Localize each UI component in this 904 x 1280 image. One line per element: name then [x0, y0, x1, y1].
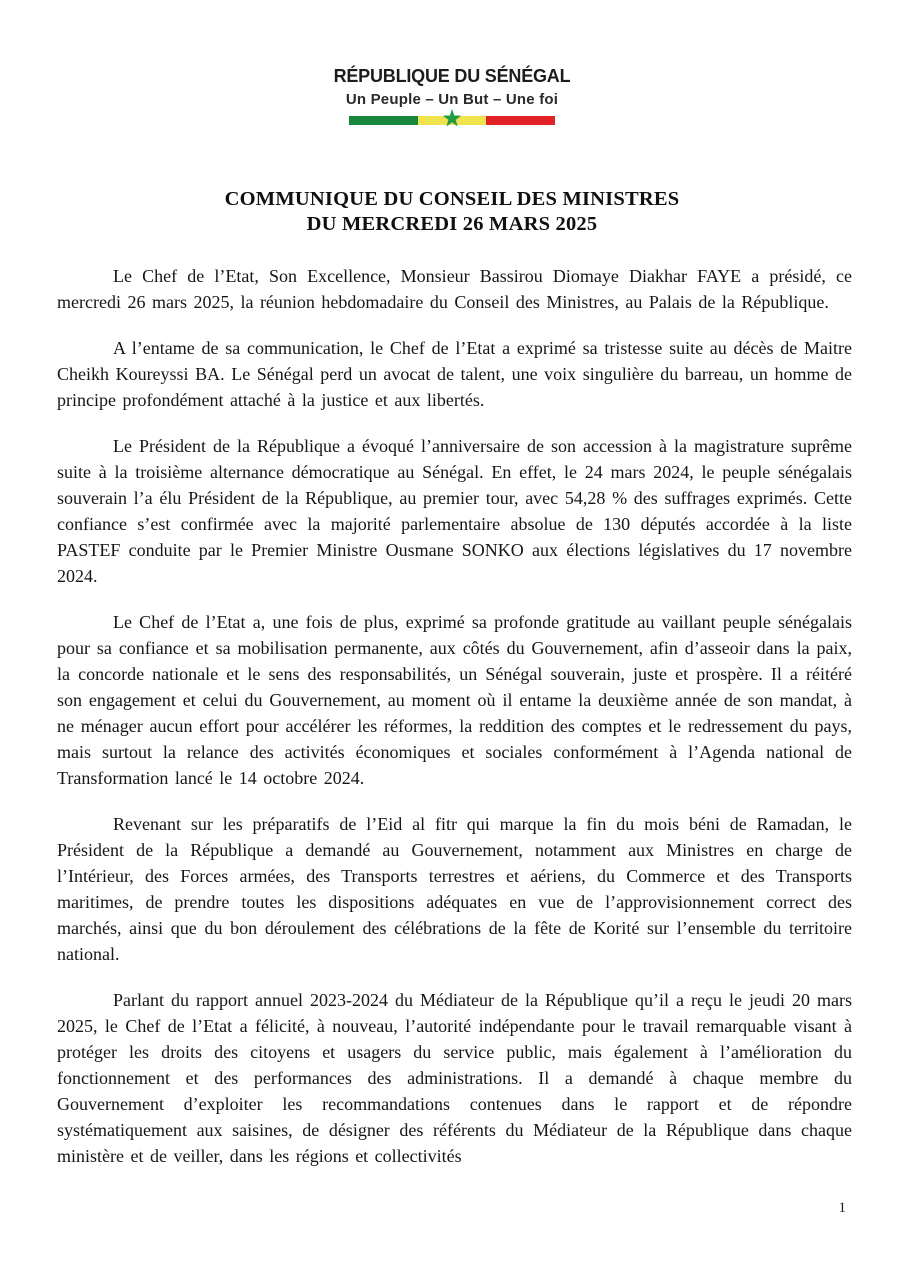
body-paragraph: Revenant sur les préparatifs de l’Eid al fitr qui marque la fin du mois béni de Ramadan, le Président de la République a demandé au Gouvernement, notamment aux Ministres en charge de l’Intérieur, des Forces armées, des Transports terrestres et aériens, du Commerce et des Transports maritimes, de prendre toutes les dispositions adéquates en vue de l’approvisionnement correct des marchés, ainsi que du bon déroulement des célébrations de la fête de Korité sur l’ensemble du territoire national.	[57, 814, 852, 964]
senegal-letterhead	[0, 0, 904, 132]
green-star-icon: ★	[441, 105, 463, 132]
title-line-1: COMMUNIQUE DU CONSEIL DES MINISTRES	[224, 188, 680, 210]
flag-red-band	[486, 116, 555, 125]
body-paragraph: Le Président de la République a évoqué l’anniversaire de son accession à la magistrature suprême suite à la troisième alternance démocratique au Sénégal. En effet, le 24 mars 2024, le peuple sénégalais souverain l’a élu Président de la République, au premier tour, avec 54,28 % des suffrages exprimés. Cette confiance s’est confirmée avec la majorité parlementaire absolue de 130 députés accordée à la liste PASTEF conduite par le Premier Ministre Ousmane SONKO aux élections législatives du 17 novembre 2024.	[57, 436, 852, 586]
body-paragraph: Le Chef de l’Etat, Son Excellence, Monsieur Bassirou Diomaye Diakhar FAYE a présidé, ce mercredi 26 mars 2025, la réunion hebdomadaire du Conseil des Ministres, au Palais de la République.	[57, 266, 852, 312]
senegal-flag-bar	[349, 105, 555, 132]
page-number: 1	[838, 1200, 846, 1216]
national-motto: Un Peuple – Un But – Une foi	[345, 91, 559, 108]
country-name: RÉPUBLIQUE DU SÉNÉGAL	[333, 66, 571, 86]
flag-green-band	[349, 116, 418, 125]
title-line-2: DU MERCREDI 26 MARS 2025	[306, 213, 598, 235]
body-paragraph: Le Chef de l’Etat a, une fois de plus, exprimé sa profonde gratitude au vaillant peuple sénégalais pour sa confiance et sa mobilisation permanente, aux côtés du Gouvernement, afin d’asseoir dans la paix, la concorde nationale et le sens des responsabilités, un Sénégal souverain, juste et prospère. Il a réitéré son engagement et celui du Gouvernement, au moment où il entame la deuxième année de son mandat, à ne ménager aucun effort pour accélérer les réformes, la reddition des comptes et le redressement du pays, mais surtout la relance des activités économiques et sociales conformément à l’Agenda national de Transformation lancé le 14 octobre 2024.	[57, 612, 852, 788]
document-body	[57, 263, 852, 1169]
body-paragraph: A l’entame de sa communication, le Chef de l’Etat a exprimé sa tristesse suite au décès de Maitre Cheikh Koureyssi BA. Le Sénégal perd un avocat de talent, une voix singulière du barreau, un homme de principe profondément attaché à la justice et aux libertés.	[57, 338, 852, 410]
document-title	[0, 187, 904, 237]
body-paragraph: Parlant du rapport annuel 2023-2024 du Médiateur de la République qu’il a reçu le jeudi 20 mars 2025, le Chef de l’Etat a félicité, à nouveau, l’autorité indépendante pour le travail remarquable visant à protéger les droits des citoyens et usagers du service public, mais également à l’amélioration du fonctionnement et des performances des administrations. Il a demandé à chaque membre du Gouvernement d’exploiter les recommandations contenues dans le rapport et de répondre systématiquement aux saisines, de désigner des référents du Médiateur de la République dans chaque ministère et de veiller, dans les régions et collectivités	[57, 990, 852, 1166]
